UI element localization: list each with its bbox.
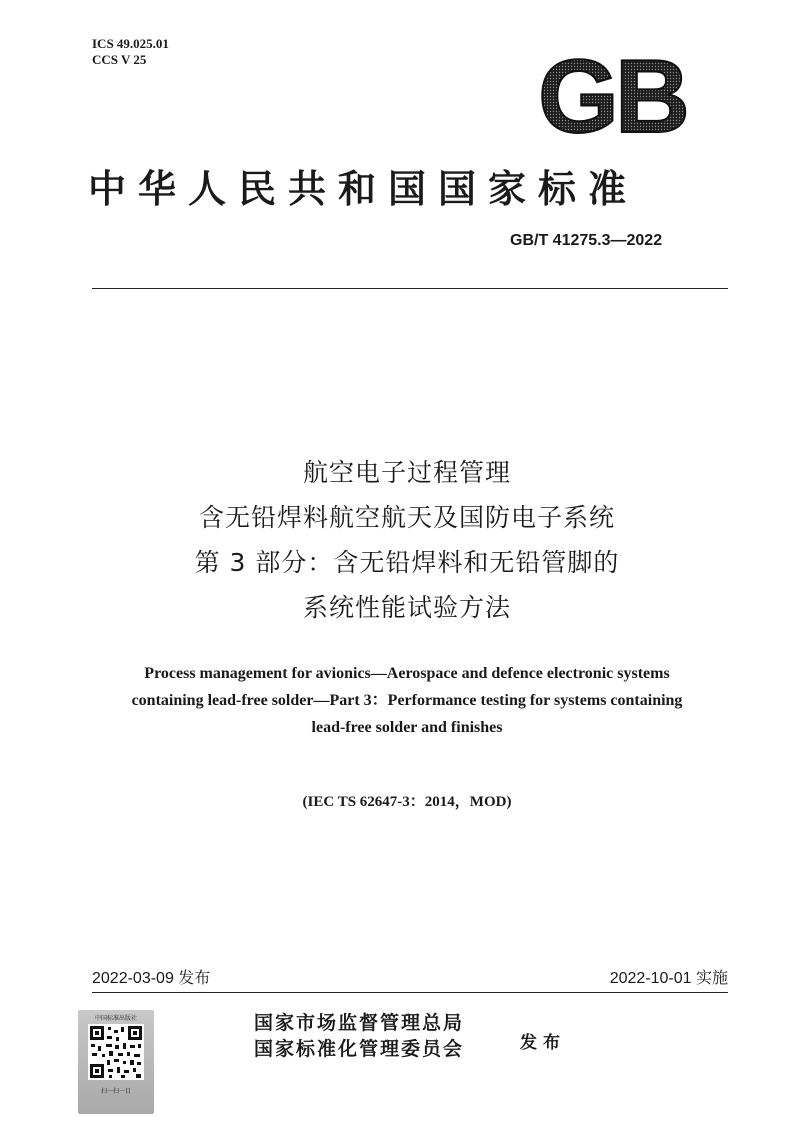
chinese-title-line: 航空电子过程管理 <box>302 458 511 487</box>
qr-code-sticker <box>78 1010 154 1114</box>
standard-number: GB/T 41275.3—2022 <box>510 232 663 249</box>
adoption-reference: (IEC TS 62647-3：2014，MOD) <box>302 794 512 810</box>
issuer-samr: 国家市场监督管理总局 <box>254 1012 465 1034</box>
ics-code: ICS 49.025.01 <box>92 36 169 51</box>
chinese-title <box>60 450 754 630</box>
header-divider <box>92 288 728 289</box>
classification-codes <box>92 36 169 68</box>
chinese-title-line: 系统性能试验方法 <box>302 593 511 622</box>
english-title-line: lead-free solder and finishes <box>311 719 503 736</box>
english-title-line: containing lead-free solder—Part 3：Performance testing for systems containing <box>131 692 683 709</box>
ccs-code: CCS V 25 <box>92 52 147 67</box>
qr-header-text: 中国标准出版社 <box>94 1015 137 1022</box>
chinese-title-line: 第 3 部分：含无铅焊料和无铅管脚的 <box>194 548 620 577</box>
chinese-title-line: 含无铅焊料航空航天及国防电子系统 <box>198 503 615 532</box>
english-title <box>60 660 754 741</box>
english-title-line: Process management for avionics—Aerospace and defence electronic systems <box>144 665 670 682</box>
issue-label: 发布 <box>520 1033 566 1053</box>
national-standard-title: 中华人民共和国国家标准 <box>88 166 639 211</box>
issuer-sac: 国家标准化管理委员会 <box>254 1038 465 1060</box>
qr-footer-text: 扫一扫一目 <box>100 1088 131 1095</box>
issuing-authorities <box>254 1010 464 1062</box>
publication-date: 2022-03-09 发布 <box>92 970 211 987</box>
gb-logo-text: GB <box>538 50 686 142</box>
implementation-date: 2022-10-01 实施 <box>609 970 728 987</box>
gb-logo <box>528 50 696 142</box>
qr-code-icon <box>88 1024 144 1080</box>
footer-divider <box>92 992 728 993</box>
